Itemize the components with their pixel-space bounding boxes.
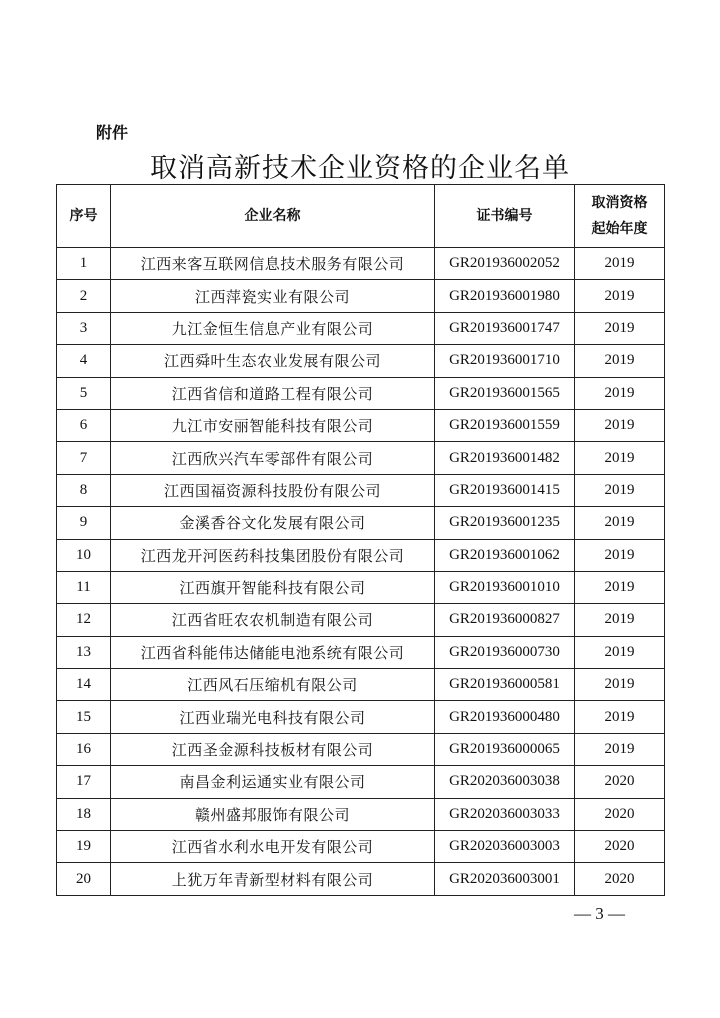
cell-cert-number: GR201936000581 <box>435 669 575 701</box>
cell-index: 18 <box>57 798 111 830</box>
cell-cancel-year: 2019 <box>575 507 665 539</box>
cell-cert-number: GR201936001482 <box>435 442 575 474</box>
cell-index: 12 <box>57 604 111 636</box>
cell-index: 10 <box>57 539 111 571</box>
cell-index: 6 <box>57 409 111 441</box>
attachment-label: 附件 <box>96 123 129 142</box>
table-body <box>57 248 665 896</box>
header-index: 序号 <box>57 185 111 248</box>
cell-company-name: 江西旗开智能科技有限公司 <box>111 571 435 603</box>
cell-index: 3 <box>57 312 111 344</box>
cell-index: 19 <box>57 831 111 863</box>
document-title: 取消高新技术企业资格的企业名单 <box>150 153 570 184</box>
cell-cert-number: GR201936001710 <box>435 345 575 377</box>
table-row <box>57 701 665 733</box>
header-cancel-year <box>575 185 665 248</box>
cell-index: 11 <box>57 571 111 603</box>
cell-cancel-year: 2019 <box>575 733 665 765</box>
header-company-name: 企业名称 <box>111 185 435 248</box>
cell-cert-number: GR201936001559 <box>435 409 575 441</box>
cell-cert-number: GR201936001062 <box>435 539 575 571</box>
header-cert-number: 证书编号 <box>435 185 575 248</box>
cell-company-name: 九江金恒生信息产业有限公司 <box>111 312 435 344</box>
cell-cert-number: GR202036003038 <box>435 766 575 798</box>
cell-cert-number: GR201936002052 <box>435 248 575 280</box>
cell-index: 4 <box>57 345 111 377</box>
cell-cancel-year: 2019 <box>575 345 665 377</box>
cell-cert-number: GR201936001980 <box>435 280 575 312</box>
cell-cancel-year: 2019 <box>575 280 665 312</box>
cell-index: 9 <box>57 507 111 539</box>
table-row <box>57 248 665 280</box>
cell-cert-number: GR201936001235 <box>435 507 575 539</box>
table-row <box>57 345 665 377</box>
cell-cert-number: GR201936000065 <box>435 733 575 765</box>
cell-company-name: 金溪香谷文化发展有限公司 <box>111 507 435 539</box>
table-row <box>57 474 665 506</box>
cell-cancel-year: 2019 <box>575 604 665 636</box>
cell-cert-number: GR202036003003 <box>435 831 575 863</box>
cell-company-name: 江西风石压缩机有限公司 <box>111 669 435 701</box>
cell-company-name: 江西龙开河医药科技集团股份有限公司 <box>111 539 435 571</box>
cell-cancel-year: 2019 <box>575 248 665 280</box>
cell-cancel-year: 2020 <box>575 766 665 798</box>
table-row <box>57 831 665 863</box>
cell-company-name: 南昌金利运通实业有限公司 <box>111 766 435 798</box>
cell-cert-number: GR201936001565 <box>435 377 575 409</box>
cell-cancel-year: 2019 <box>575 636 665 668</box>
cell-index: 8 <box>57 474 111 506</box>
cell-index: 17 <box>57 766 111 798</box>
cell-cancel-year: 2019 <box>575 669 665 701</box>
table-row <box>57 766 665 798</box>
header-cancel-year-line1: 取消资格 <box>591 195 648 211</box>
cell-index: 1 <box>57 248 111 280</box>
cell-cancel-year: 2019 <box>575 409 665 441</box>
cell-index: 16 <box>57 733 111 765</box>
cell-index: 14 <box>57 669 111 701</box>
cell-cancel-year: 2019 <box>575 474 665 506</box>
table-row <box>57 863 665 895</box>
company-table <box>56 184 665 896</box>
cell-cert-number: GR202036003033 <box>435 798 575 830</box>
cell-cancel-year: 2020 <box>575 863 665 895</box>
cell-cancel-year: 2019 <box>575 539 665 571</box>
cell-company-name: 江西来客互联网信息技术服务有限公司 <box>111 248 435 280</box>
cell-cert-number: GR201936000730 <box>435 636 575 668</box>
cell-company-name: 江西省旺农农机制造有限公司 <box>111 604 435 636</box>
cell-company-name: 江西业瑞光电科技有限公司 <box>111 701 435 733</box>
cell-index: 2 <box>57 280 111 312</box>
cell-cert-number: GR201936001010 <box>435 571 575 603</box>
page-number: — 3 — <box>574 904 625 923</box>
cell-company-name: 江西欣兴汽车零部件有限公司 <box>111 442 435 474</box>
cell-company-name: 江西国福资源科技股份有限公司 <box>111 474 435 506</box>
table-row <box>57 733 665 765</box>
table-row <box>57 507 665 539</box>
cell-cancel-year: 2019 <box>575 377 665 409</box>
cell-index: 5 <box>57 377 111 409</box>
cell-cert-number: GR201936000827 <box>435 604 575 636</box>
table-row <box>57 377 665 409</box>
cell-company-name: 江西省科能伟达储能电池系统有限公司 <box>111 636 435 668</box>
cell-index: 15 <box>57 701 111 733</box>
cell-cancel-year: 2019 <box>575 701 665 733</box>
cell-company-name: 江西省水利水电开发有限公司 <box>111 831 435 863</box>
cell-cancel-year: 2020 <box>575 798 665 830</box>
table-row <box>57 571 665 603</box>
cell-company-name: 江西舜叶生态农业发展有限公司 <box>111 345 435 377</box>
table-header-row <box>57 185 665 248</box>
cell-cancel-year: 2019 <box>575 442 665 474</box>
cell-company-name: 江西省信和道路工程有限公司 <box>111 377 435 409</box>
cell-cancel-year: 2019 <box>575 571 665 603</box>
table-row <box>57 798 665 830</box>
cell-cancel-year: 2019 <box>575 312 665 344</box>
cell-cert-number: GR201936001415 <box>435 474 575 506</box>
table-row <box>57 442 665 474</box>
cell-index: 20 <box>57 863 111 895</box>
cell-index: 13 <box>57 636 111 668</box>
table-row <box>57 409 665 441</box>
cell-cert-number: GR201936001747 <box>435 312 575 344</box>
cell-index: 7 <box>57 442 111 474</box>
table-row <box>57 312 665 344</box>
cell-company-name: 江西萍瓷实业有限公司 <box>111 280 435 312</box>
cell-cert-number: GR201936000480 <box>435 701 575 733</box>
table-row <box>57 669 665 701</box>
cell-company-name: 赣州盛邦服饰有限公司 <box>111 798 435 830</box>
cell-company-name: 上犹万年青新型材料有限公司 <box>111 863 435 895</box>
table-row <box>57 280 665 312</box>
table-row <box>57 604 665 636</box>
header-cancel-year-line2: 起始年度 <box>591 221 648 237</box>
cell-cancel-year: 2020 <box>575 831 665 863</box>
cell-cert-number: GR202036003001 <box>435 863 575 895</box>
cell-company-name: 江西圣金源科技板材有限公司 <box>111 733 435 765</box>
table-row <box>57 539 665 571</box>
table-row <box>57 636 665 668</box>
cell-company-name: 九江市安丽智能科技有限公司 <box>111 409 435 441</box>
